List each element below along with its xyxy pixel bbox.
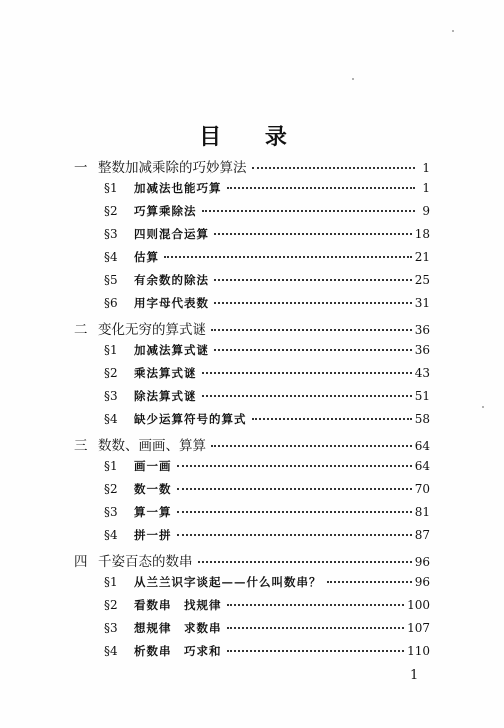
page-ref: 18 [414, 227, 430, 241]
section-title: 从兰兰识字谈起——什么叫数串？ [134, 575, 322, 589]
chapter-number: 二 [74, 322, 88, 338]
toc-section[interactable] [104, 481, 430, 501]
section-title: 除法算式谜 [134, 389, 197, 403]
dot-leader [227, 650, 405, 652]
dot-leader [227, 604, 405, 606]
page-ref: 58 [414, 412, 430, 426]
dot-leader [211, 445, 412, 447]
chapter-number: 三 [74, 438, 88, 454]
section-title: 析数串 巧求和 [134, 644, 222, 658]
section-number: §4 [104, 250, 118, 264]
dot-leader [214, 233, 412, 235]
section-number: §2 [104, 204, 118, 218]
section-title: 估算 [134, 250, 159, 264]
section-number: §1 [104, 343, 118, 357]
toc-section[interactable] [104, 643, 430, 663]
dot-leader [214, 302, 412, 304]
chapter-title: 数数、画画、算算 [98, 438, 206, 454]
chapter-number: 一 [74, 160, 88, 176]
dot-leader [198, 561, 412, 563]
section-number: §5 [104, 273, 118, 287]
section-title: 加减法也能巧算 [134, 181, 222, 195]
toc-chapter-2[interactable] [74, 318, 430, 338]
section-number: §3 [104, 389, 118, 403]
section-number: §2 [104, 598, 118, 612]
page-ref: 96 [414, 555, 430, 569]
section-title: 想规律 求数串 [134, 621, 222, 635]
toc-section[interactable] [104, 203, 430, 223]
toc-section[interactable] [104, 574, 430, 594]
section-number: §3 [104, 621, 118, 635]
section-number: §4 [104, 644, 118, 658]
toc-section[interactable] [104, 342, 430, 362]
page-ref: 51 [414, 389, 430, 403]
section-title: 加减法算式谜 [134, 343, 209, 357]
section-number: §2 [104, 482, 118, 496]
page-ref: 31 [414, 296, 430, 310]
toc-section[interactable] [104, 365, 430, 385]
section-number: §1 [104, 575, 118, 589]
dot-leader [227, 187, 416, 189]
toc-section[interactable] [104, 620, 430, 640]
section-title: 拼一拼 [134, 528, 172, 542]
toc-section[interactable] [104, 388, 430, 408]
page-ref: 64 [414, 459, 430, 473]
toc-section[interactable] [104, 458, 430, 478]
dot-leader [252, 167, 416, 169]
dot-leader [177, 511, 412, 513]
page-ref: 110 [407, 644, 430, 658]
section-number: §2 [104, 366, 118, 380]
section-number: §1 [104, 459, 118, 473]
page-ref: 100 [407, 598, 430, 612]
page-ref: 36 [414, 323, 430, 337]
dot-leader [252, 418, 412, 420]
section-number: §4 [104, 412, 118, 426]
page-ref: 96 [414, 575, 430, 589]
scan-speck [352, 78, 354, 80]
toc-section[interactable] [104, 226, 430, 246]
section-title: 画一画 [134, 459, 172, 473]
dot-leader [177, 465, 412, 467]
dot-leader [214, 279, 412, 281]
toc-section[interactable] [104, 180, 430, 200]
toc-section[interactable] [104, 597, 430, 617]
page-ref: 81 [414, 505, 430, 519]
dot-leader [202, 210, 416, 212]
page-ref: 21 [414, 250, 430, 264]
chapter-title: 整数加减乘除的巧妙算法 [98, 160, 247, 176]
page-ref: 1 [422, 181, 430, 195]
dot-leader [214, 349, 412, 351]
chapter-title: 千姿百态的数串 [98, 554, 193, 570]
toc-section[interactable] [104, 527, 430, 547]
dot-leader [202, 372, 412, 374]
toc-section[interactable] [104, 504, 430, 524]
section-title: 算一算 [134, 505, 172, 519]
toc-chapter-3[interactable] [74, 434, 430, 454]
toc-section[interactable] [104, 272, 430, 292]
toc-section[interactable] [104, 411, 430, 431]
page-ref: 87 [414, 528, 430, 542]
page-ref: 64 [414, 439, 430, 453]
toc-section[interactable] [104, 249, 430, 269]
section-title: 用字母代表数 [134, 296, 209, 310]
section-title: 看数串 找规律 [134, 598, 222, 612]
section-number: §3 [104, 505, 118, 519]
toc-chapter-1[interactable] [74, 156, 430, 176]
page-ref: 107 [407, 621, 430, 635]
page-ref: 43 [414, 366, 430, 380]
dot-leader [227, 627, 405, 629]
dot-leader [327, 581, 412, 583]
dot-leader [164, 256, 412, 258]
dot-leader [177, 534, 412, 536]
page-ref: 25 [414, 273, 430, 287]
page-ref: 36 [414, 343, 430, 357]
dot-leader [177, 488, 412, 490]
section-number: §3 [104, 227, 118, 241]
scan-speck [452, 30, 454, 32]
section-number: §1 [104, 181, 118, 195]
page-number: 1 [410, 668, 419, 683]
scan-speck [482, 406, 484, 408]
section-title: 巧算乘除法 [134, 204, 197, 218]
page-ref: 9 [422, 204, 430, 218]
page-ref: 1 [422, 161, 430, 175]
section-title: 缺少运算符号的算式 [134, 412, 247, 426]
section-title: 有余数的除法 [134, 273, 209, 287]
chapter-number: 四 [74, 554, 88, 570]
dot-leader [202, 395, 412, 397]
section-number: §4 [104, 528, 118, 542]
section-title: 四则混合运算 [134, 227, 209, 241]
page-title: 目 录 [199, 125, 305, 150]
toc-section[interactable] [104, 295, 430, 315]
section-title: 数一数 [134, 482, 172, 496]
chapter-title: 变化无穷的算式谜 [98, 322, 206, 338]
dot-leader [211, 329, 412, 331]
toc-chapter-4[interactable] [74, 550, 430, 570]
section-number: §6 [104, 296, 118, 310]
page-ref: 70 [414, 482, 430, 496]
section-title: 乘法算式谜 [134, 366, 197, 380]
